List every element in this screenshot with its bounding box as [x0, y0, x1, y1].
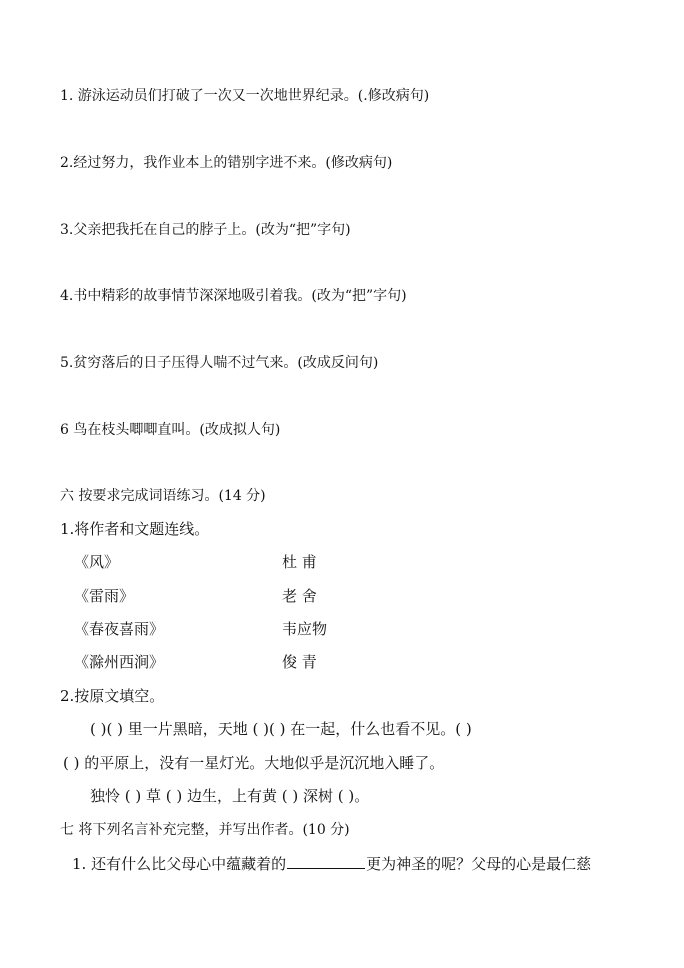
author-lao-she: 老 舍 [282, 587, 317, 605]
section-6-question-1: 1.将作者和文题连线。 [60, 520, 210, 538]
title-chunye-xiyu: 《春夜喜雨》 [74, 620, 165, 638]
title-feng: 《风》 [74, 553, 120, 571]
author-wei-yingwu: 韦应物 [282, 620, 328, 638]
sentence-3: 3.父亲把我托在自己的脖子上。(改为“把”字句) [60, 222, 351, 238]
title-leiyu: 《雷雨》 [74, 587, 135, 605]
fill-line-1: ( )( ) 里一片黑暗，天地 ( )( ) 在一起，什么也看不见。( ) [90, 720, 472, 738]
section-7-title: 七 将下列名言补充完整，并写出作者。(10 分) [60, 822, 350, 838]
sentence-1: 1. 游泳运动员们打破了一次又一次地世界纪录。(.修改病句) [60, 88, 430, 104]
section-7-question-1 [72, 855, 591, 872]
answer-blank[interactable] [287, 855, 365, 869]
fill-line-3: 独怜 ( ) 草 ( ) 边生，上有黄 ( ) 深树 ( )。 [90, 787, 370, 805]
sentence-6: 6 鸟在枝头唧唧直叫。(改成拟人句) [60, 422, 281, 438]
fill-line-2: ( ) 的平原上，没有一星灯光。大地似乎是沉沉地入睡了。 [63, 754, 445, 772]
author-jun-qing: 俊 青 [282, 653, 317, 671]
section-6-question-2: 2.按原文填空。 [60, 687, 165, 705]
sentence-4: 4.书中精彩的故事情节深深地吸引着我。(改为“把”字句) [60, 288, 407, 304]
quote-prefix: 1. 还有什么比父母心中蕴藏着的 [72, 855, 287, 873]
author-du-fu: 杜 甫 [282, 553, 317, 571]
sentence-2: 2.经过努力，我作业本上的错别字进不来。(修改病句) [60, 155, 393, 171]
sentence-5: 5.贫穷落后的日子压得人喘不过气来。(改成反问句) [60, 355, 379, 371]
title-chuzhou-xijian: 《滁州西涧》 [74, 653, 165, 671]
quote-suffix: 更为神圣的呢？父母的心是最仁慈 [366, 855, 592, 873]
section-6-title: 六 按要求完成词语练习。(14 分) [60, 488, 266, 504]
